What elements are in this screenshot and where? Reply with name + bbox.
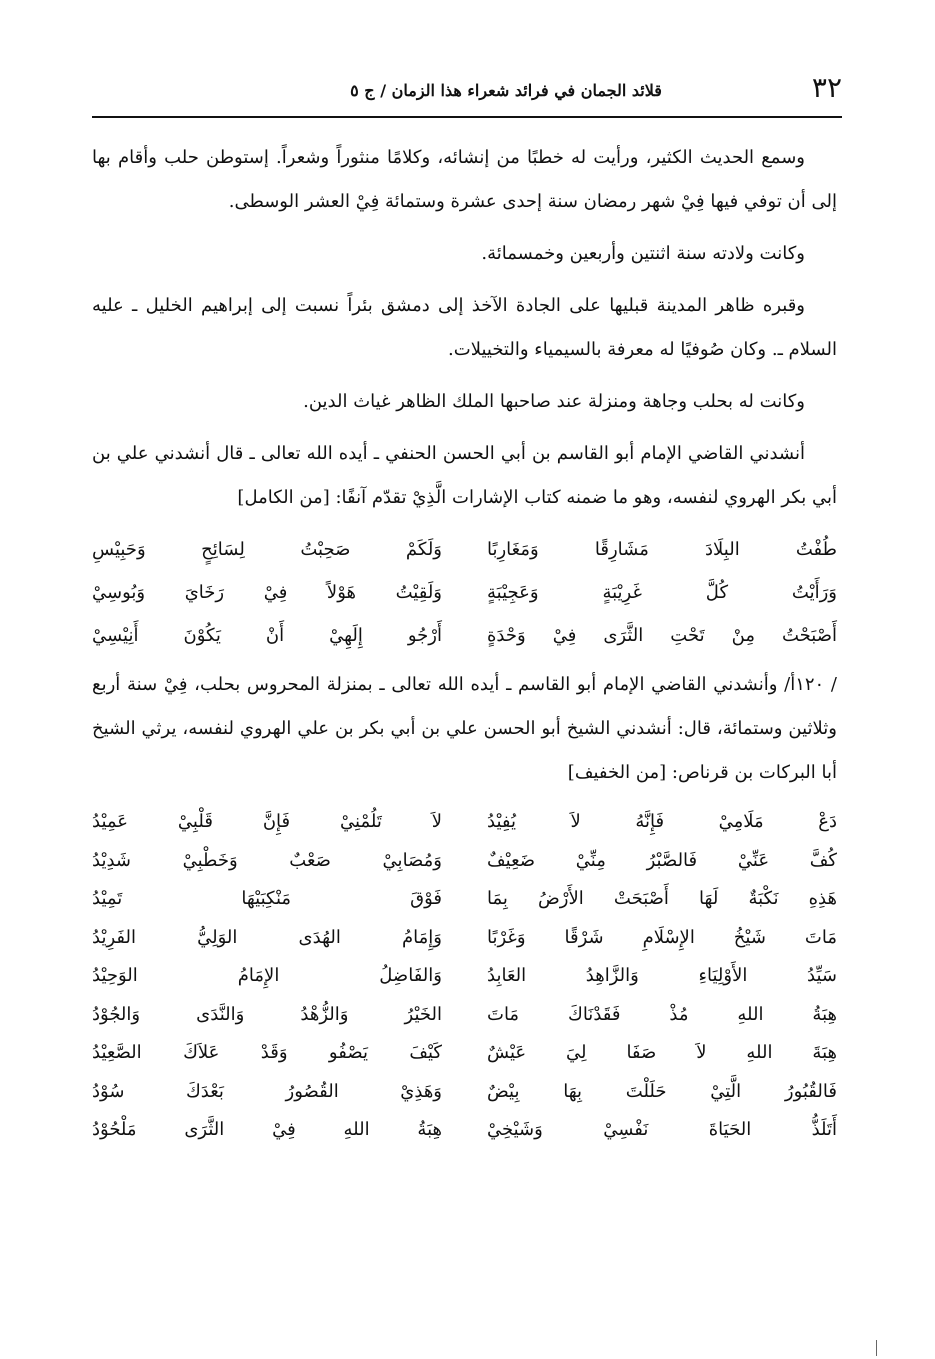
hemistich-first: هِبَةُ اللهِ مُذْ فَقَدْنَاكَ مَاتَ [487,1003,837,1025]
hemistich-second: هِبَةُ اللهِ فِيْ الثَّرَى مَلْحُوْدُ [92,1119,442,1140]
paragraph: وكانت له بحلب وجاهة ومنزلة عند صاحبها الملك الظاهر غياث الدين. [303,391,805,412]
hemistich-second: أَرْجُو إِلَهِيْ أَنْ يَكُوْنَ أَنِيْسِيْ [92,625,442,646]
paragraph: وقبره ظاهر المدينة قبليها على الجادة الآخذ إلى دمشق بئراً نسبت إلى إبراهيم الخليل ـ عليه السلام ـ. وكان صُوفيًا له معرفة بالسيمياء والتخييلات. [92,295,837,360]
hemistich-second: وَلَقِيْتُ هَوْلاً فِيْ رَخَايَ وَبُوسِيْ [92,582,442,603]
verse [92,1073,837,1112]
verse [92,842,837,881]
hemistich-second: كَيْفَ يَصْفُو وَقَدْ عَلاَكَ الصَّعِيْدُ [92,1042,442,1063]
header-rule [92,116,842,118]
paragraph [92,663,837,795]
verse [92,957,837,996]
paragraph: وكانت ولادته سنة اثنتين وأربعين وخمسمائة. [481,243,805,264]
hemistich-first: هِبَةَ اللهِ لاَ صَفَا لِيَ عَيْشٌ [487,1042,837,1063]
hemistich-second: وَالفَاضِلُ الإِمَامُ الوَحِيْدُ [92,965,442,986]
hemistich-second: وَلَكَمْ صَحِبْتُ لِسَائِحٍ وَحَبِيْسِ [92,539,442,560]
page-number: ٣٢ [811,71,842,104]
verse [92,571,837,614]
scan-mark [876,1340,877,1356]
poem-kamil [92,528,837,657]
hemistich-first: مَاتَ شَيْخُ الإِسْلَامِ شَرْقًا وَغَرْبًا [487,926,837,948]
hemistich-second: فَوْقَ مَنْكِبَيْهَا تَمِيْدُ [92,888,442,909]
verse [92,880,837,919]
hemistich-first: دَعْ مَلَامِيْ فَإِنَّهُ لاَ يُفِيْدُ [487,811,837,832]
hemistich-first: أَتَلَذُّ الحَيَاةَ نَفْسِيْ وَشَيْخِيْ [487,1119,837,1140]
verse [92,528,837,571]
hemistich-second: وَمُصَابِيْ صَعْبٌ وَخَطْبِيْ شَدِيْدُ [92,849,442,871]
paragraph: وسمع الحديث الكثير، ورأيت له خطبًا من إنشائه، وكلامًا منثوراً وشعراً. إستوطن حلب وأقام بها إلى أن توفي فيها فِيْ شهر رمضان سنة إحدى عشرة وستمائة فِيْ العشر الوسطى. [92,147,837,212]
page-header [92,66,842,106]
verse [92,803,837,842]
verse [92,996,837,1035]
poem-khafif [92,803,837,1150]
hemistich-first: هَذِهِ نَكْبَةٌ لَهَا أَصْبَحَتْ الأَرْضُ بِمَا [487,888,837,909]
verse [92,919,837,958]
page-body [92,136,837,1156]
hemistich-first: فَالقُبُورُ الَّتِيْ حَلَلْتَ بِهَا بِيْضٌ [487,1080,837,1102]
hemistich-first: سَيِّدُ الأَوْلِيَاءِ وَالزَّاهِدُ العَابِدُ [487,965,837,986]
running-title: قلائد الجمان في فرائد شعراء هذا الزمان / ج ٥ [350,81,662,100]
meter-label: [من الخفيف] [567,762,667,783]
hemistich-second: وَإِمَامُ الهُدَى الوَلِيُّ الفَرِيْدُ [92,926,442,948]
hemistich-first: وَرَأَيْتُ كُلَّ غَرِيْبَةٍ وَعَجِيْبَةٍ [487,582,837,603]
verse [92,614,837,657]
hemistich-second: الخَيْرُ وَالزُّهْدُ وَالنَّدَى وَالجُوْدُ [92,1003,442,1025]
verse [92,1111,837,1150]
hemistich-second: وَهَذِيْ القُصُورُ بَعْدَكَ سُوْدُ [92,1080,442,1102]
hemistich-first: أَصْبَحْتُ مِنْ تَحْتِ الثَّرَى فِيْ وَحْدَةٍ [487,625,837,646]
paragraph-text: / ١٢٠أ/ وأنشدني القاضي الإمام أبو القاسم ـ أيده الله تعالى ـ بمنزلة المحروس بحلب، فِيْ سنة أربع وثلاثين وستمائة، قال: أنشدني الشيخ أبو الحسن علي بن أبي بكر بن علي الهروي لنفسه، يرثي الشيخ أبا البركات بن قرناص: [92,674,837,783]
hemistich-first: كُفَّ عَنِّيْ فَالصَّبْرُ مِنِّيْ ضَعِيْفٌ [487,849,837,871]
paragraph: أنشدني القاضي الإمام أبو القاسم بن أبي الحسن الحنفي ـ أيده الله تعالى ـ قال أنشدني علي بن أبي بكر الهروي لنفسه، وهو ما ضمنه كتاب الإشارات الَّذِيْ تقدّم آنفًا: [من الكامل] [92,443,837,508]
hemistich-first: طُفْتُ البِلَادَ مَشَارِقًا وَمَغَارِبًا [487,539,837,560]
verse [92,1034,837,1073]
hemistich-second: لاَ تَلُمْنِيْ فَإِنَّ قَلْبِيْ عَمِيْدُ [92,811,442,832]
